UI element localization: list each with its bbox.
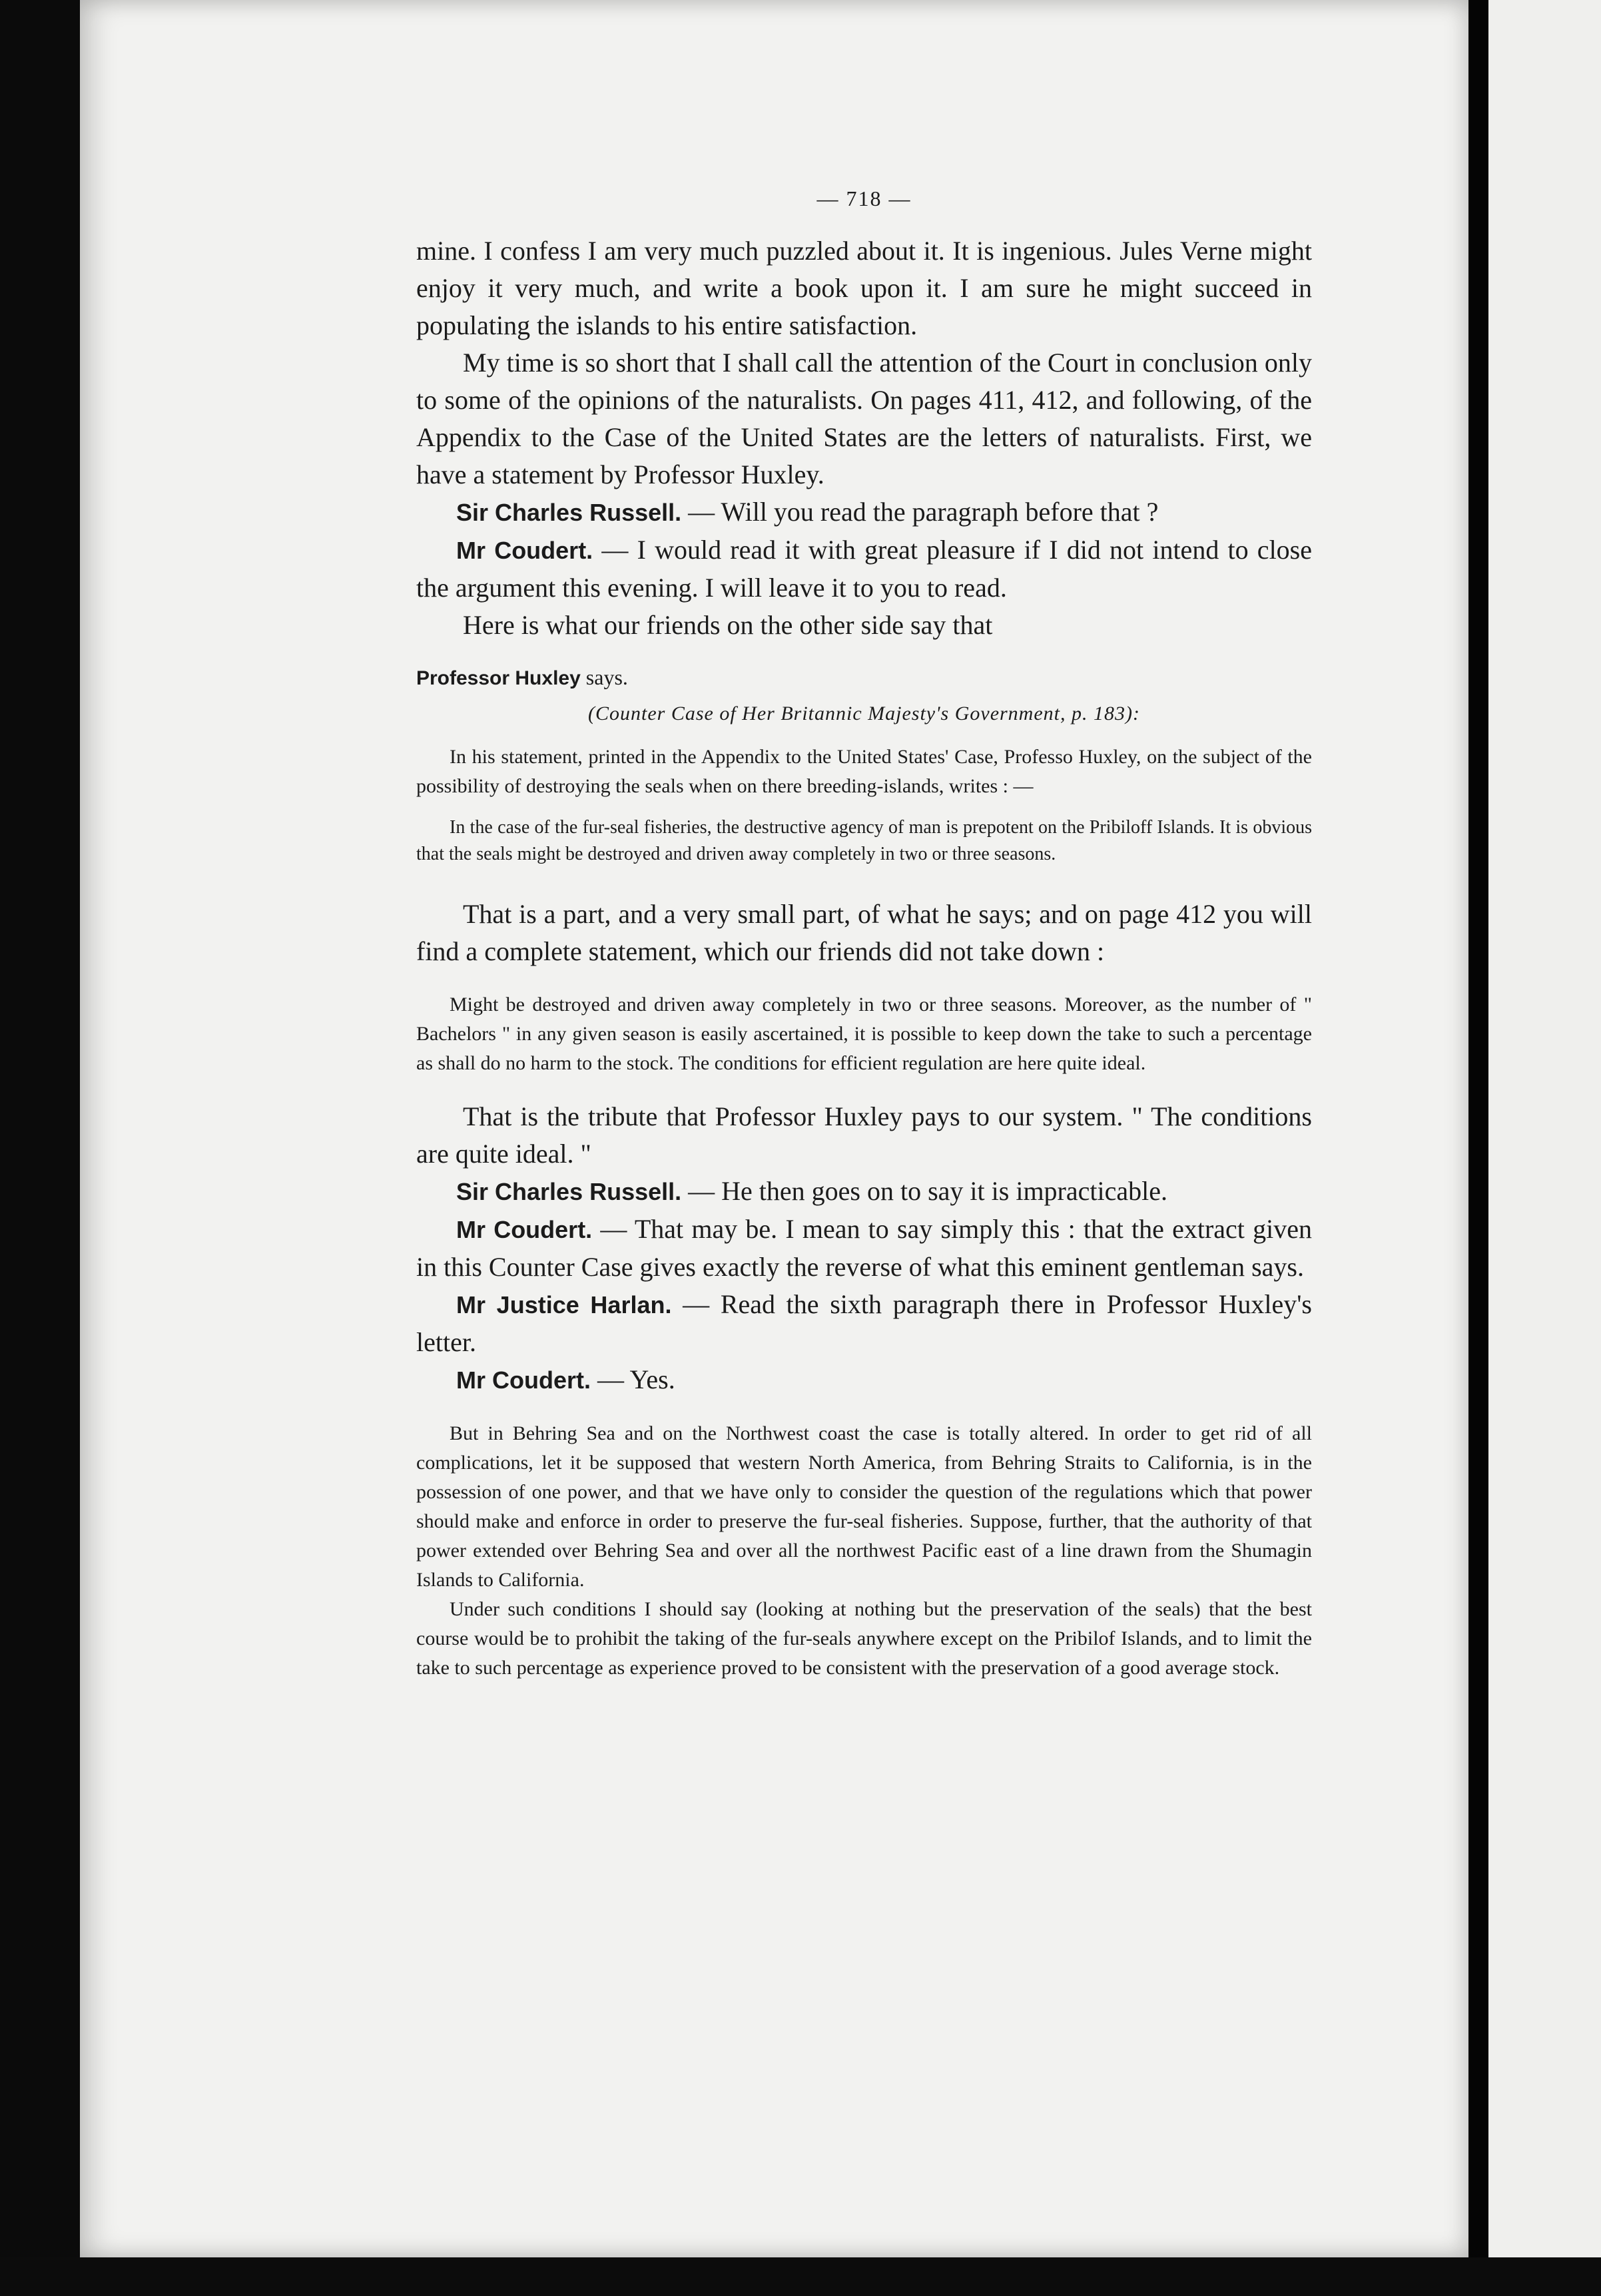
page-gutter	[1468, 0, 1488, 2264]
dialogue-line	[416, 493, 1312, 531]
attribution-name: Professor Huxley	[416, 667, 581, 689]
dialogue-text: — Will you read the paragraph before that ?	[681, 497, 1159, 527]
dialogue-text: — That may be. I mean to say simply this : that the extract given in this Counter Case gives exactly the reverse of what this eminent gentleman says.	[416, 1214, 1312, 1282]
speaker-name: Mr Coudert.	[456, 1366, 591, 1394]
paragraph: Here is what our friends on the other side say that	[463, 610, 993, 640]
block-quote-nested: In the case of the fur-seal fisheries, the destructive agency of man is prepotent on the Pribiloff Islands. It is obvious that the seals might be destroyed and driven away completely in two or three seasons.	[416, 817, 1312, 864]
dialogue-line	[416, 1173, 1312, 1211]
paragraph: mine. I confess I am very much puzzled about it. It is ingenious. Jules Verne might enjoy it very much, and write a book upon it. I am sure he might succeed in populating the islands to his entire satisfaction.	[416, 236, 1312, 340]
speaker-name: Mr Justice Harlan.	[456, 1291, 672, 1318]
citation: (Counter Case of Her Britannic Majesty's Government, p. 183):	[588, 703, 1140, 724]
page-content	[416, 186, 1312, 1683]
speaker-name: Sir Charles Russell.	[456, 1178, 682, 1205]
paragraph: My time is so short that I shall call the attention of the Court in conclusion only to some of the opinions of the naturalists. On pages 411, 412, and following, of the Appendix to the Case of the United States are the letters of naturalists. First, we have a statement by Professor Huxley.	[416, 348, 1312, 489]
speaker-name: Mr Coudert.	[456, 537, 593, 564]
block-quote: Under such conditions I should say (looking at nothing but the preservation of the seals) that the best course would be to prohibit the taking of the fur-seals anywhere except on the Pribilof Islands, and to limit the take to such percentage as experience proved to be consistent with the preservation of a good average stock.	[416, 1598, 1312, 1679]
speaker-name: Sir Charles Russell.	[456, 499, 682, 526]
scan-left-border	[0, 0, 80, 2296]
dialogue-text: — I would read it with great pleasure if I did not intend to close the argument this evening. I will leave it to you to read.	[416, 535, 1312, 603]
dialogue-line	[416, 531, 1312, 607]
dialogue-text: — Read the sixth paragraph there in Professor Huxley's letter.	[416, 1289, 1312, 1357]
block-quote: Might be destroyed and driven away completely in two or three seasons. Moreover, as the number of " Bachelors " in any given season is easily ascertained, it is possible to keep down the take to such a percentage as shall do no harm to the stock. The conditions for efficient regulation are here quite ideal.	[416, 994, 1312, 1074]
dialogue-line	[416, 1286, 1312, 1361]
paragraph: That is the tribute that Professor Huxley pays to our system. " The conditions are quite ideal. "	[416, 1101, 1312, 1169]
dialogue-line	[416, 1211, 1312, 1286]
paragraph: That is a part, and a very small part, of what he says; and on page 412 you will find a complete statement, which our friends did not take down :	[416, 899, 1312, 966]
speaker-name: Mr Coudert.	[456, 1216, 593, 1243]
adjacent-page-edge	[1488, 0, 1601, 2264]
attribution-verb: says.	[580, 665, 628, 689]
page-number: — 718 —	[816, 186, 912, 210]
scan-bottom-border	[0, 2257, 1601, 2296]
dialogue-line	[416, 1361, 1312, 1399]
block-quote: But in Behring Sea and on the Northwest coast the case is totally altered. In order to get rid of all complications, let it be supposed that western North America, from Behring Straits to California, is in the possession of one power, and that we have only to consider the question of the regulations which that power should make and enforce in order to preserve the fur-seal fisheries. Suppose, further, that the authority of that power extended over Behring Sea and over all the northwest Pacific east of a line drawn from the Shumagin Islands to California.	[416, 1422, 1312, 1591]
dialogue-text: — He then goes on to say it is impracticable.	[681, 1176, 1167, 1206]
dialogue-text: — Yes.	[591, 1364, 675, 1394]
quote-attribution	[416, 663, 1312, 693]
block-quote: In his statement, printed in the Appendix to the United States' Case, Professo Huxley, on the subject of the possibility of destroying the seals when on there breeding-islands, writes : —	[416, 746, 1312, 797]
